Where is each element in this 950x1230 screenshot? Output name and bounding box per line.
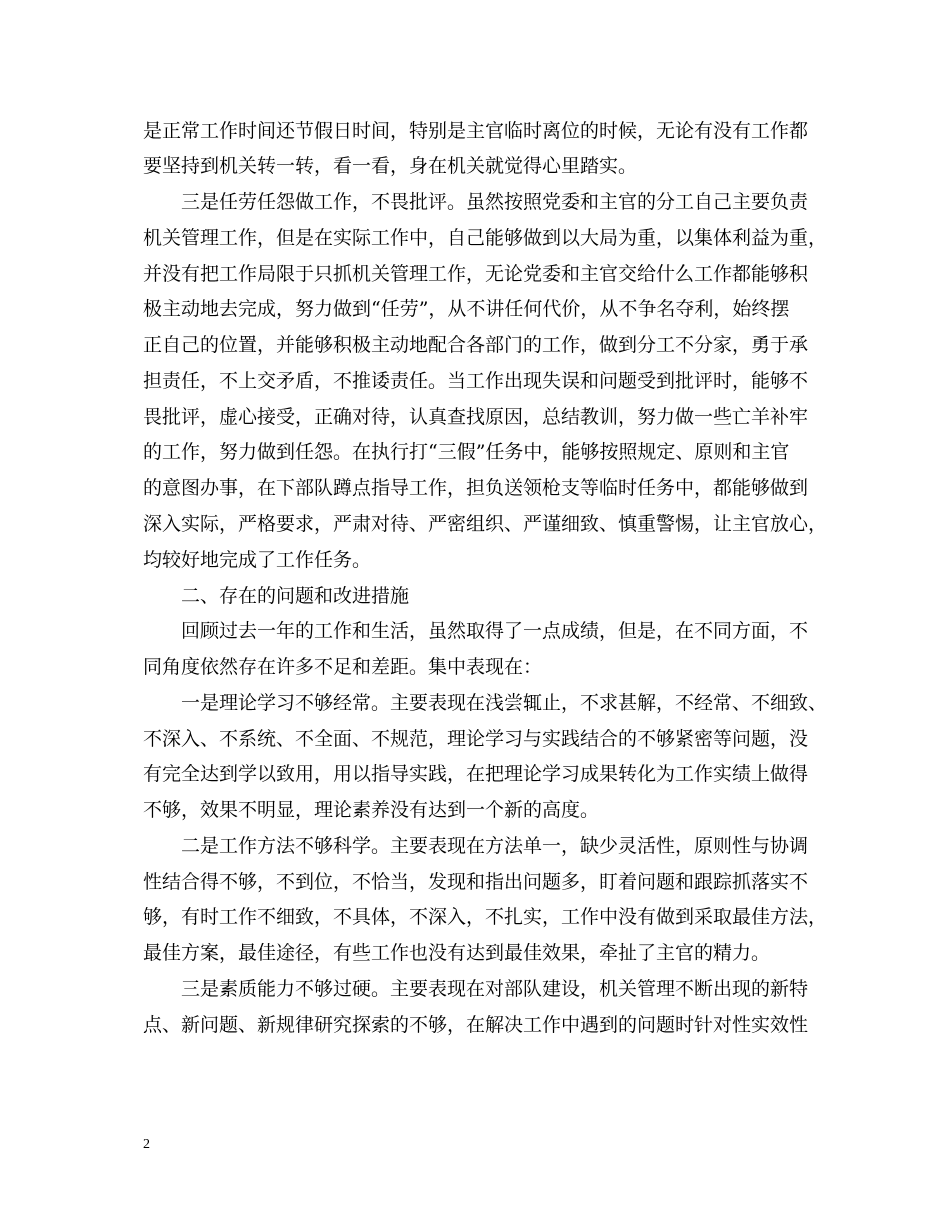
text-line: 要坚持到机关转一转，看一看，身在机关就觉得心里踏实。 <box>143 155 638 177</box>
page-number: 2 <box>143 1137 150 1152</box>
text-line: 同角度依然存在许多不足和差距。集中表现在： <box>143 656 543 678</box>
text-line: 深入实际，严格要求，严肃对待、严密组织、严谨细致、慎重警惕，让主官放心， <box>143 513 828 535</box>
paragraph-start-line: 三是素质能力不够过硬。主要表现在对部队建设，机关管理不断出现的新特 <box>181 978 809 1000</box>
text-line: 担责任，不上交矛盾，不推诿责任。当工作出现失误和问题受到批评时，能够不 <box>143 370 809 392</box>
paragraph-start-line: 一是理论学习不够经常。主要表现在浅尝辄止，不求甚解，不经常、不细致、 <box>181 692 828 714</box>
text-line: 的意图办事，在下部队蹲点指导工作，担负送领枪支等临时任务中，都能够做到 <box>143 477 809 499</box>
paragraph-start-line: 二是工作方法不够科学。主要表现在方法单一，缺少灵活性，原则性与协调 <box>181 835 809 857</box>
text-line: 正自己的位置，并能够积极主动地配合各部门的工作，做到分工不分家，勇于承 <box>143 334 809 356</box>
text-line: 最佳方案，最佳途径，有些工作也没有达到最佳效果，牵扯了主官的精力。 <box>143 942 771 964</box>
text-line: 性结合得不够，不到位，不恰当，发现和指出问题多，盯着问题和跟踪抓落实不 <box>143 871 809 893</box>
text-line: 是正常工作时间还节假日时间，特别是主官临时离位的时候，无论有没有工作都 <box>143 120 809 142</box>
text-line: 机关管理工作，但是在实际工作中，自己能够做到以大局为重，以集体利益为重， <box>143 227 828 249</box>
text-line: 的工作，努力做到任怨。在执行打“三假”任务中，能够按照规定、原则和主官 <box>143 441 790 463</box>
text-line: 有完全达到学以致用，用以指导实践，在把理论学习成果转化为工作实绩上做得 <box>143 763 809 785</box>
paragraph-start-line: 三是任劳任怨做工作，不畏批评。虽然按照党委和主官的分工自己主要负责 <box>181 191 809 213</box>
text-line: 畏批评，虚心接受，正确对待，认真查找原因，总结教训，努力做一些亡羊补牢 <box>143 406 809 428</box>
paragraph-start-line: 回顾过去一年的工作和生活，虽然取得了一点成绩，但是，在不同方面，不 <box>181 620 809 642</box>
section-heading: 二、存在的问题和改进措施 <box>181 585 410 607</box>
text-line: 极主动地去完成，努力做到“任劳”，从不讲任何代价，从不争名夺利，始终摆 <box>143 298 790 320</box>
text-line: 并没有把工作局限于只抓机关管理工作，无论党委和主官交给什么工作都能够积 <box>143 263 809 285</box>
text-line: 点、新问题、新规律研究探索的不够，在解决工作中遇到的问题时针对性实效性 <box>143 1014 809 1036</box>
text-line: 不深入、不系统、不全面、不规范，理论学习与实践结合的不够紧密等问题，没 <box>143 728 809 750</box>
text-line: 够，有时工作不细致，不具体，不深入，不扎实，工作中没有做到采取最佳方法， <box>143 906 828 928</box>
text-line: 均较好地完成了工作任务。 <box>143 549 372 571</box>
text-line: 不够，效果不明显，理论素养没有达到一个新的高度。 <box>143 799 600 821</box>
